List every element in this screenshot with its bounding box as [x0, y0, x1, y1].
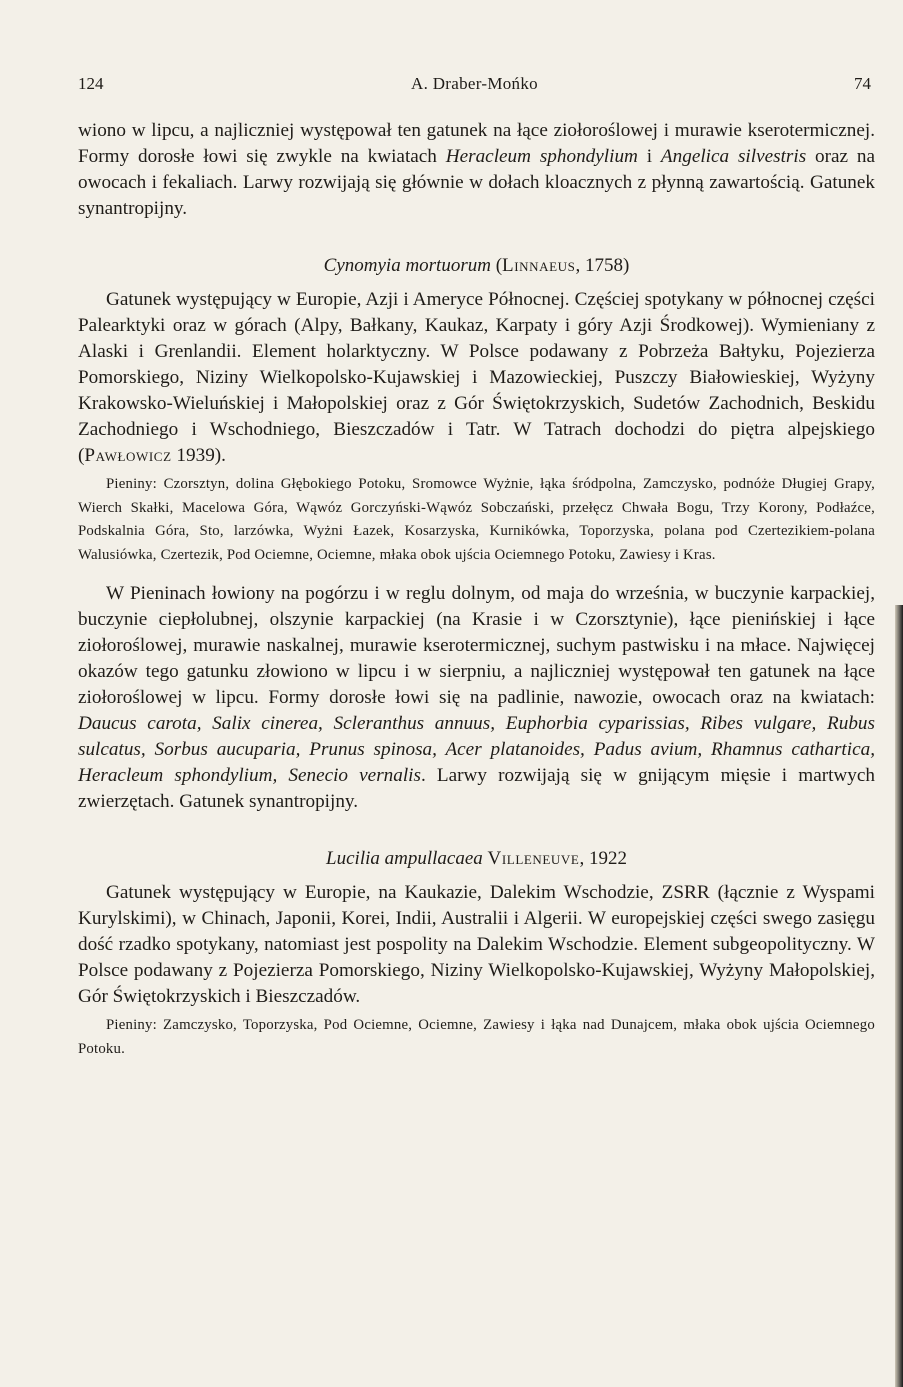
- species-author: Villeneuve: [487, 848, 580, 869]
- text-run: i: [637, 146, 661, 167]
- species-italic: Heracleum sphondylium: [445, 146, 638, 167]
- species-author: Linnaeus: [502, 255, 576, 276]
- text-run: 1939).: [171, 445, 226, 466]
- paragraph-distribution: [78, 287, 875, 469]
- scan-edge-shadow: [895, 605, 903, 1387]
- species-heading-lucilia: [78, 846, 875, 872]
- page-number-right: 74: [854, 74, 871, 93]
- species-name: Cynomyia mortuorum: [323, 255, 491, 276]
- species-italic: Angelica silvestris: [660, 146, 807, 167]
- localities-list-lucilia: Pieniny: Zamczysko, Toporzyska, Pod Ociemne, Ociemne, Zawiesy i łąka nad Dunajcem, młaka obok ujścia Ociemnego Potoku.: [78, 1017, 875, 1057]
- text-run: wiono w lipcu, a najliczniej występował ten gatunek na łące ziołoroślowej i murawie kserotermicznej. Formy dorosłe łowi się zwykle na kwiatach: [78, 120, 875, 167]
- text-run: W Pieninach łowiony na pogórzu i w reglu dolnym, od maja do września, w buczynie karpackiej, buczynie ciepłolubnej, olszynie karpackiej (na Krasie i w Czorsztynie), łące pienińskiej i łące ziołoroślowej, murawie naskalnej, murawie kserotermicznej, suchym pastwisku i na młace. Najwięcej okazów tego gatunku złowiono w lipcu i w sierpniu, a najliczniej występował ten gatunek na łące ziołoroślowej w lipcu. Formy dorosłe łowi się na padlinie, nawozie, owocach oraz na kwiatach:: [78, 583, 875, 708]
- localities-list: Pieniny: Czorsztyn, dolina Głębokiego Potoku, Sromowce Wyżnie, łąka śródpolna, Zamczysko, podnóże Długiej Grapy, Wierch Skałki, Macelowa Góra, Wąwóz Gorczyński-Wąwóz Sobczański, przełęcz Chwała Bogu, Trzy Korony, Podłaźce, Podskalnia Góra, Sto, larzówka, Wyżni Łazek, Kosarzyska, Kurnikówka, Toporzyska, polana pod Czertezikiem-polana Walusiówka, Czertezik, Pod Ociemne, Ociemne, młaka obok ujścia Ociemnego Potoku, Zawiesy i Kras.: [78, 476, 875, 563]
- paragraph-distribution-lucilia: Gatunek występujący w Europie, na Kaukazie, Dalekim Wschodzie, ZSRR (łącznie z Wyspami Kurylskimi), w Chinach, Japonii, Korei, Indii, Australii i Algerii. W europejskiej części swego zasięgu dość rzadko spotykany, natomiast jest pospolity na Dalekim Wschodzie. Element subgeopolityczny. W Polsce podawany z Pojezierza Pomorskiego, Niziny Wielkopolsko-Kujawskiej, Wyżyny Małopolskiej, Gór Świętokrzyskich i Bieszczadów.: [78, 882, 875, 1007]
- text-body: [78, 118, 875, 1061]
- running-head: A. Draber-Mońko: [411, 74, 538, 93]
- species-heading-cynomyia: [78, 253, 875, 279]
- text-run: . Larwy rozwijają się w gnijącym mięsie i martwych zwierzętach. Gatunek synantropijny.: [78, 765, 875, 812]
- species-year: , 1758): [575, 255, 630, 276]
- text-run: oraz na owocach i fekaliach. Larwy rozwijają się głównie w dołach kloacznych z płynną zawartością. Gatunek synantropijny.: [78, 146, 875, 219]
- text-run: (: [490, 255, 503, 276]
- citation-author: Pawłowicz: [84, 445, 172, 466]
- page-header: [78, 74, 871, 98]
- paragraph-continued: [78, 118, 875, 222]
- plant-species-italic: Daucus carota, Salix cinerea, Scleranthus annuus, Euphorbia cyparissias, Ribes vulgare, Rubus sulcatus, Sorbus aucuparia, Prunus spinosa, Acer platanoides, Padus avium, Rhamnus cathartica, Heracleum sphondylium, Senecio vernalis: [78, 713, 875, 786]
- page-number-left: 124: [78, 74, 104, 93]
- paragraph-ecology: [78, 581, 875, 815]
- species-name: Lucilia ampullacaea: [326, 848, 483, 869]
- text-run: Gatunek występujący w Europie, Azji i Ameryce Północnej. Częściej spotykany w północnej części Palearktyki oraz w górach (Alpy, Bałkany, Kaukaz, Karpaty i góry Azji Środkowej). Wymieniany z Alaski i Grenlandii. Element holarktyczny. W Polsce podawany z Pobrzeża Bałtyku, Pojezierza Pomorskiego, Niziny Wielkopolsko-Kujawskiej i Mazowieckiej, Puszczy Białowieskiej, Wyżyny Krakowsko-Wieluńskiej i Małopolskiej oraz z Gór Świętokrzyskich, Sudetów Zachodnich, Beskidu Zachodniego i Wschodniego, Bieszczadów i Tatr. W Tatrach dochodzi do piętra alpejskiego (: [78, 289, 875, 466]
- species-year: , 1922: [579, 848, 627, 869]
